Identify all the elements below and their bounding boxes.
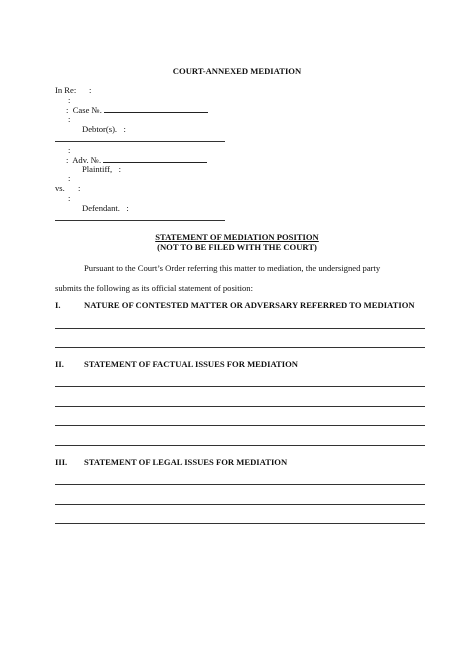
document-title: COURT-ANNEXED MEDIATION — [172, 66, 302, 76]
plaintiff-row: Plaintiff, : — [82, 164, 122, 174]
answer-line[interactable] — [55, 504, 425, 505]
answer-line[interactable] — [55, 425, 425, 426]
answer-line[interactable] — [55, 347, 425, 348]
answer-line[interactable] — [55, 523, 425, 524]
section-title: STATEMENT OF FACTUAL ISSUES FOR MEDIATION — [84, 359, 299, 369]
case-number-field[interactable] — [104, 105, 208, 113]
debtor-row: Debtor(s). : — [82, 124, 126, 134]
caption-colon: : — [68, 145, 71, 155]
adv-number-row: : Adv. №. — [66, 155, 207, 165]
caption-colon: : — [68, 173, 71, 183]
caption-divider — [55, 141, 225, 142]
adv-number-field[interactable] — [103, 155, 207, 163]
statement-paragraph-line: Pursuant to the Court’s Order referring this matter to mediation, the undersigned party — [84, 263, 381, 273]
section-number: II. — [55, 359, 64, 369]
case-number-label: Case №. — [72, 105, 102, 115]
answer-line[interactable] — [55, 328, 425, 329]
caption-divider — [55, 220, 225, 221]
caption-colon: : — [89, 85, 92, 95]
answer-line[interactable] — [55, 445, 425, 446]
caption-colon: : — [68, 114, 71, 124]
debtor-label: Debtor(s). — [82, 124, 118, 134]
section-number: III. — [55, 457, 68, 467]
section-title: NATURE OF CONTESTED MATTER OR ADVERSARY REFERRED TO MEDIATION — [84, 300, 415, 310]
defendant-row: Defendant. : — [82, 203, 129, 213]
statement-subheading: (NOT TO BE FILED WITH THE COURT) — [157, 242, 317, 252]
statement-paragraph-line: submits the following as its official statement of position: — [55, 283, 253, 293]
vs-label: vs. — [55, 183, 65, 193]
answer-line[interactable] — [55, 406, 425, 407]
section-number: I. — [55, 300, 61, 310]
in-re-label: In Re: — [55, 85, 77, 95]
caption-colon: : — [68, 193, 71, 203]
adv-number-label: Adv. №. — [72, 155, 102, 165]
answer-line[interactable] — [55, 386, 425, 387]
section-title: STATEMENT OF LEGAL ISSUES FOR MEDIATION — [84, 457, 288, 467]
statement-heading: STATEMENT OF MEDIATION POSITION — [155, 232, 319, 242]
defendant-label: Defendant. — [82, 203, 120, 213]
caption-colon: : — [78, 183, 81, 193]
caption-colon: : — [68, 95, 71, 105]
plaintiff-label: Plaintiff, — [82, 164, 113, 174]
answer-line[interactable] — [55, 484, 425, 485]
case-number-row: : Case №. — [66, 105, 208, 115]
